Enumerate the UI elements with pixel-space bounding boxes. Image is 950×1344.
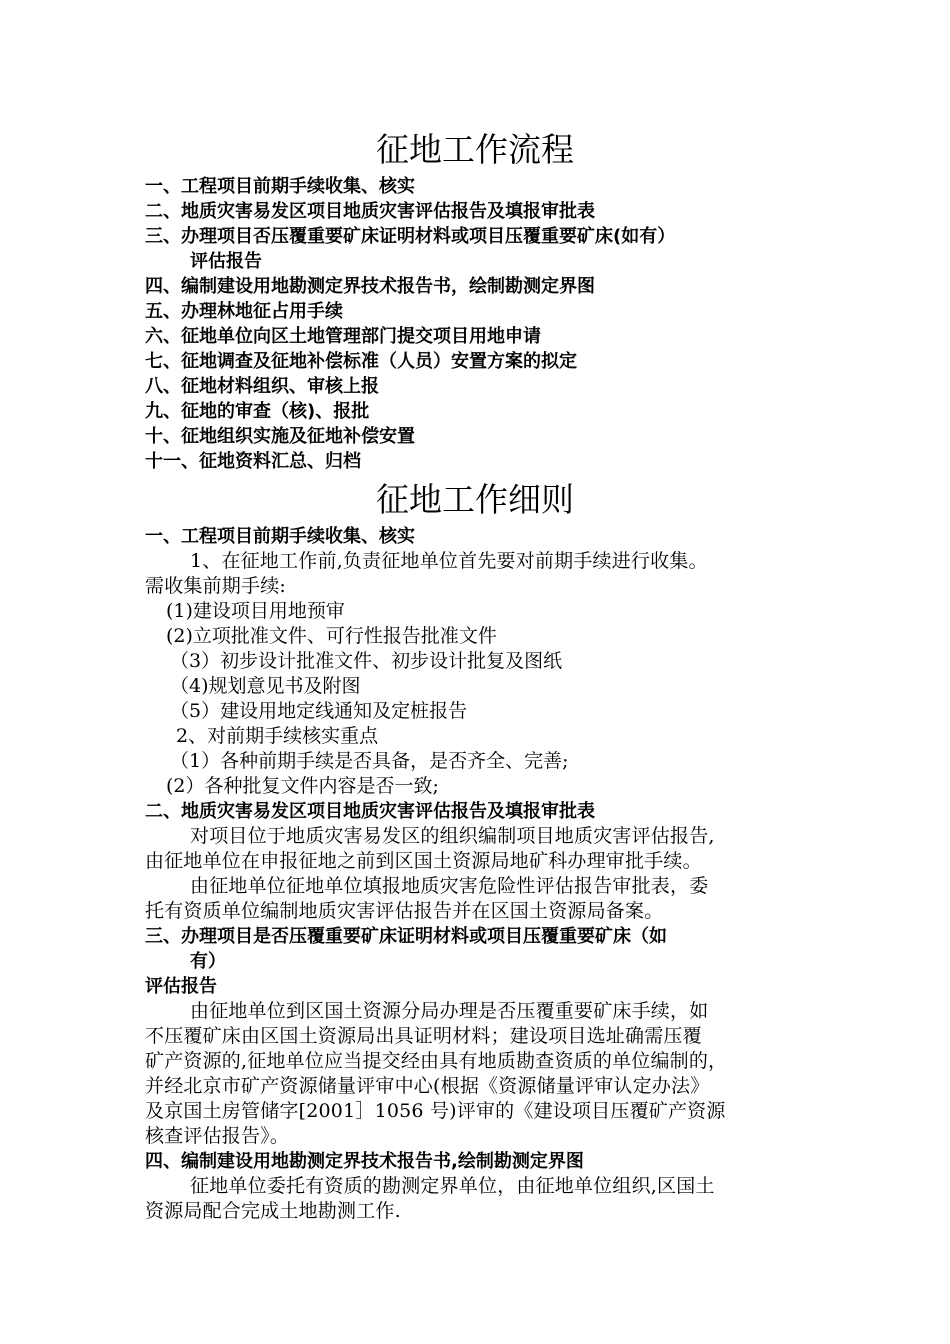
list-item: （4)规划意见书及附图 [170, 675, 361, 697]
paragraph-line: 由征地单位到区国土资源分局办理是否压覆重要矿床手续，如 [190, 1000, 709, 1022]
paragraph-line: 由征地单位征地单位填报地质灾害危险性评估报告审批表，委 [190, 875, 709, 897]
paragraph-line: 对项目位于地质灾害易发区的组织编制项目地质灾害评估报告, [190, 825, 715, 847]
section-heading: 二、地质灾害易发区项目地质灾害评估报告及填报审批表 [145, 801, 595, 822]
paragraph-line: 资源局配合完成土地勘测工作. [145, 1200, 401, 1222]
list-item: (2)立项批准文件、可行性报告批准文件 [166, 625, 497, 647]
paragraph-line: 由征地单位在申报征地之前到区国土资源局地矿科办理审批手续。 [145, 850, 702, 872]
list-item: （3）初步设计批准文件、初步设计批复及图纸 [170, 650, 563, 672]
section-heading: 三、办理项目是否压覆重要矿床证明材料或项目压覆重要矿床（如 [145, 926, 667, 947]
toc-item: 十、征地组织实施及征地补偿安置 [145, 426, 415, 447]
list-item: (2）各种批复文件内容是否一致; [166, 775, 439, 797]
paragraph-line: 核查评估报告》。 [145, 1125, 290, 1147]
list-item: （5）建设用地定线通知及定桩报告 [170, 700, 468, 722]
toc-item: 五、办理林地征占用手续 [145, 301, 343, 322]
section-heading-continued: 有） [190, 951, 226, 972]
toc-item: 二、地质灾害易发区项目地质灾害评估报告及填报审批表 [145, 201, 595, 222]
toc-item: 三、办理项目否压覆重要矿床证明材料或项目压覆重要矿床(如有） [145, 226, 676, 247]
toc-item: 十一、征地资料汇总、归档 [145, 451, 361, 472]
paragraph-line: 征地单位委托有资质的勘测定界单位，由征地单位组织,区国土 [190, 1175, 715, 1197]
toc-item: 九、征地的审查（核)、报批 [145, 401, 370, 422]
toc-item: 四、编制建设用地勘测定界技术报告书，绘制勘测定界图 [145, 276, 595, 297]
toc-item: 八、征地材料组织、审核上报 [145, 376, 379, 397]
paragraph-line: 及京国土房管储字[2001］1056 号)评审的《建设项目压覆矿产资源 [145, 1100, 726, 1122]
toc-item: 七、征地调查及征地补偿标准（人员）安置方案的拟定 [145, 351, 577, 372]
paragraph-line: 矿产资源的,征地单位应当提交经由具有地质勘查资质的单位编制的， [145, 1050, 728, 1072]
paragraph-line: 不压覆矿床由区国土资源局出具证明材料；建设项目选址确需压覆 [145, 1025, 702, 1047]
list-item: （1）各种前期手续是否具备，是否齐全、完善; [170, 750, 569, 772]
paragraph-line: 并经北京市矿产资源储量评审中心(根据《资源储量评审认定办法》 [145, 1075, 710, 1097]
title-details: 征地工作细则 [376, 480, 574, 519]
paragraph-line: 1、在征地工作前,负责征地单位首先要对前期手续进行收集。 [190, 550, 708, 572]
section-heading-continued: 评估报告 [145, 976, 217, 997]
title-workflow: 征地工作流程 [376, 130, 574, 169]
list-item: 2、对前期手续核实重点 [176, 725, 379, 747]
toc-item: 一、工程项目前期手续收集、核实 [145, 176, 415, 197]
toc-item: 六、征地单位向区土地管理部门提交项目用地申请 [145, 326, 541, 347]
paragraph-line: 托有资质单位编制地质灾害评估报告并在区国土资源局备案。 [145, 900, 664, 922]
toc-item-continued: 评估报告 [190, 251, 262, 272]
list-item: (1)建设项目用地预审 [166, 600, 345, 622]
paragraph-line: 需收集前期手续: [145, 575, 287, 597]
section-heading: 四、编制建设用地勘测定界技术报告书,绘制勘测定界图 [145, 1151, 584, 1172]
section-heading: 一、工程项目前期手续收集、核实 [145, 526, 415, 547]
